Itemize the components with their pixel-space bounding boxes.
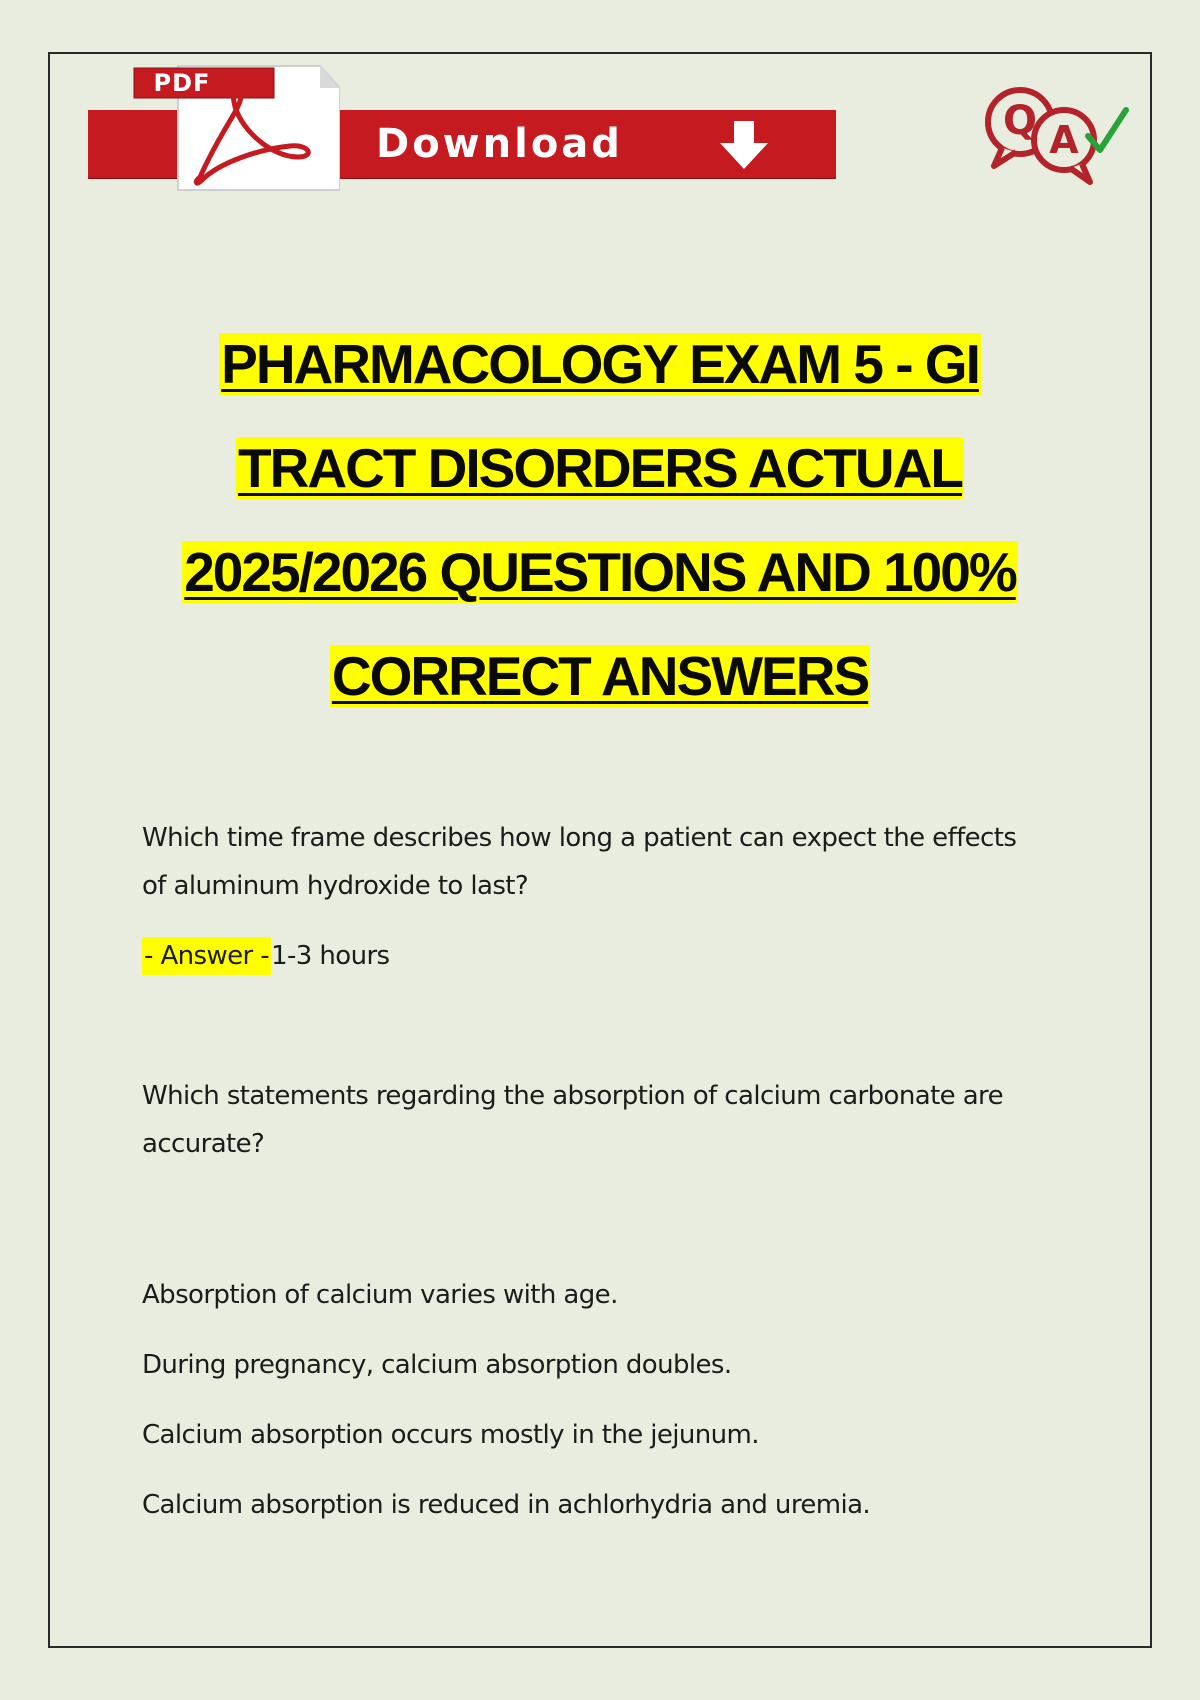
- download-label[interactable]: Download: [376, 121, 623, 167]
- title-line: 2025/2026 QUESTIONS AND 100%: [184, 541, 1016, 603]
- question-text-line: accurate?: [142, 1129, 265, 1159]
- title-line: CORRECT ANSWERS: [331, 645, 869, 707]
- qa-logo-q: Q: [1002, 98, 1037, 144]
- option-item: Absorption of calcium varies with age.: [142, 1280, 618, 1310]
- question-1: [142, 814, 1062, 910]
- document-title: [60, 312, 1140, 728]
- pdf-label: PDF: [153, 69, 211, 97]
- question-text-line: Which statements regarding the absorption of calcium carbonate are: [142, 1081, 1003, 1111]
- answer-value: 1-3 hours: [271, 941, 390, 971]
- download-arrow-icon: [716, 117, 772, 173]
- title-line: PHARMACOLOGY EXAM 5 - GI: [221, 333, 979, 395]
- title-line: TRACT DISORDERS ACTUAL: [238, 437, 962, 499]
- option-item: Calcium absorption is reduced in achlorhydria and uremia.: [142, 1490, 871, 1520]
- answer-options: [142, 1260, 1062, 1540]
- option-item: During pregnancy, calcium absorption doubles.: [142, 1350, 732, 1380]
- question-2: [142, 1072, 1062, 1168]
- answer-1: [142, 932, 1062, 980]
- option-item: Calcium absorption occurs mostly in the jejunum.: [142, 1420, 759, 1450]
- answer-label: - Answer -: [142, 937, 271, 975]
- download-pdf-banner[interactable]: [88, 62, 838, 192]
- question-text-line: of aluminum hydroxide to last?: [142, 871, 529, 901]
- qa-logo: [978, 80, 1138, 190]
- question-text-line: Which time frame describes how long a patient can expect the effects: [142, 823, 1017, 853]
- qa-logo-a: A: [1049, 118, 1079, 162]
